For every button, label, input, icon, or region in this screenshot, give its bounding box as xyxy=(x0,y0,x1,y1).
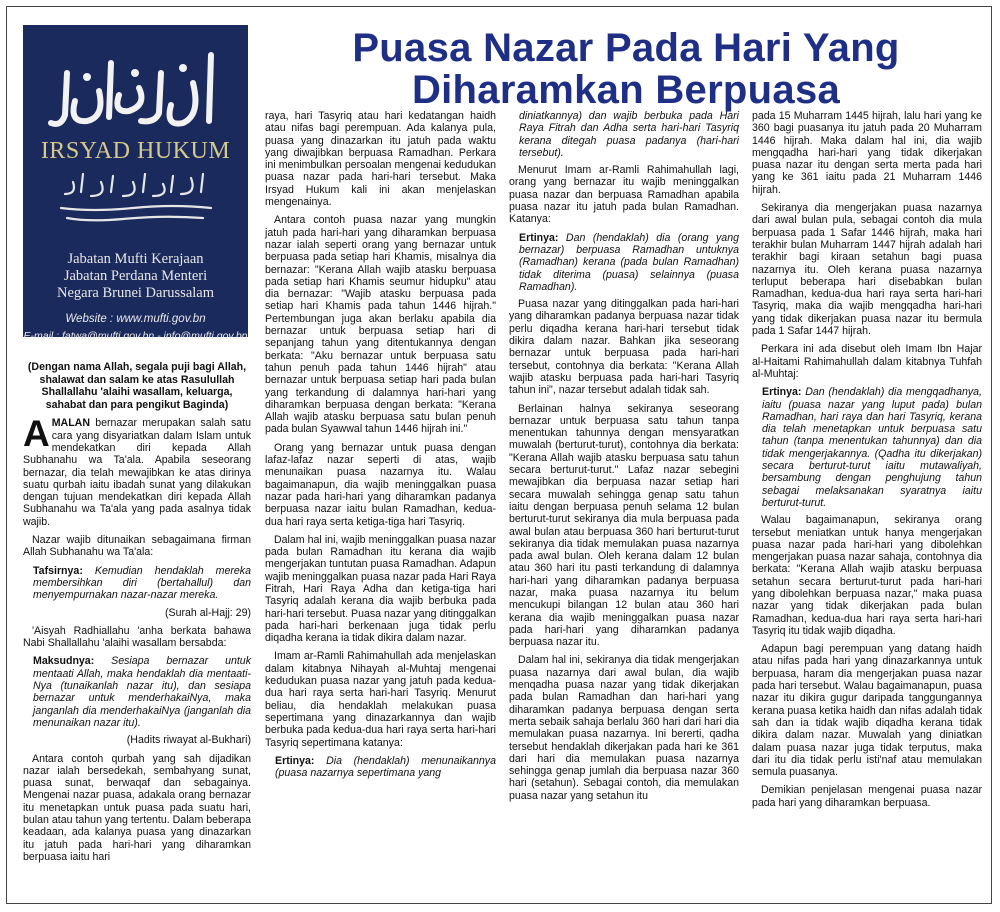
quote-label: Ertinya: xyxy=(519,231,559,244)
quote-text: Kemudian hendaklah mereka membersihkan diri (bertahallul) dan menyempurnakan nazar-nazar mereka. xyxy=(33,564,251,602)
arabic-subtitle-icon xyxy=(53,168,218,228)
article-column-2 xyxy=(265,110,496,784)
irsyad-hukum-logo xyxy=(23,25,248,342)
paragraph: Menurut Imam ar-Ramli Rahimahullah lagi, orang yang bernazar itu wajib meninggalkan puasa nazar dan berpuasa Ramadhan apabila puasa nazar itu jatuh pada bulan Ramadhan. Katanya: xyxy=(509,164,739,226)
quote-label: Tafsirnya: xyxy=(33,564,83,577)
org-line-1: Jabatan Mufti Kerajaan xyxy=(67,251,204,267)
paragraph: 'Aisyah Radhiallahu 'anha berkata bahawa Nabi Shallallahu 'alaihi wasallam bersabda: xyxy=(23,624,251,650)
paragraph: Perkara ini ada disebut oleh Imam Ibn Hajar al-Haitami Rahimahullah dalam kitabnya Tuhfah al-Muhtaj: xyxy=(752,343,982,380)
paragraph: Dalam hal ini, sekiranya dia tidak mengerjakan puasa nazarnya dari awal bulan, dia wajib menqadha puasa nazar yang tidak dikerjakan pada bulan Ramadhan dan hari-hari yang diharamkan padanya berpuasa dengan serta merta sebaik sahaja berlalu 360 hari dari hari dia memulakan puasa nazarnya. Ini bererti, qadha tersebut hendaklah dikerjakan pada hari ke 361 dari hari dia memulakan puasa nazarnya sehingga genap jumlah dia berpuasa nazar 360 hari (setahun). Sebagai contoh, dia memulakan puasa nazar yang setahun itu xyxy=(509,654,739,802)
paragraph: Sekiranya dia mengerjakan puasa nazarnya dari awal bulan pula, sebagai contoh dia mula berpuasa pada 1 Safar 1446 hijrah, maka hari terakhir bulan Muharram 1447 hijrah adalah hari terakhir bagi kiraan setahun bagi puasa nazarnya itu. Oleh kerana puasa nazarnya terluput beberapa hari disebabkan bulan Ramadhan, kedua-dua hari raya serta hari-hari Tasyriq, maka dia wajib mengqadha hari-hari yang tidak dikerjakan puasa nazar itu bermula pada 1 Safar 1447 hijrah. xyxy=(752,202,982,338)
arabic-calligraphy-icon xyxy=(43,43,228,143)
paragraph: Puasa nazar yang ditinggalkan pada hari-hari yang diharamkan padanya berpuasa nazar tidak perlu diqadha kerana hari-hari tersebut tidak dikira dalam nazar. Bahkan jika seseorang bernazar untuk berpuasa pada hari-hari tersebut, contohnya dia berkata: "Kerana Allah wajib atasku berpuasa pada hari-hari Tasyriq tahun ini", nazar tersebut adalah tidak sah. xyxy=(509,298,739,397)
paragraph: raya, hari Tasyriq atau hari kedatangan haidh atau nifas bagi perempuan. Ada kalanya pula, puasa yang dinazarkan itu jatuh pada waktu yang diwajibkan berpuasa Ramadhan. Perkara ini menimbulkan persoalan mengenai kedudukan puasa nazar pada hari-hari tersebut. Maka Irsyad Hukum kali ini akan menjelaskan mengenainya. xyxy=(265,110,496,209)
paragraph: Berlainan halnya sekiranya seseorang bernazar untuk berpuasa satu tahun tanpa menentukan tahunnya dengan mensyaratkan muwalah (berturut-turut), contohnya dia berkata: "Kerana Allah wajib atasku berpuasa satu tahun secara berturut-turut." Lafaz nazar sebegini mewajibkan dia berpuasa nazar setiap hari secara muwalah sehingga genap satu tahun iaitu dengan berpuasa penuh selama 12 bulan berturut-turut sekiranya dia mula berpuasa pada awal bulan atau berpuasa 360 hari berturut-turut sekiranya dia tidak memulakan puasa nazarnya pada awal bulan. Oleh kerana dalam 12 bulan atau 360 hari itu pasti terkandung di dalamnya hari-hari yang diharamkan padanya berpuasa nazar, maka puasa nazarnya itu belum mencukupi bilangan 12 bulan atau 360 hari kerana dia wajib meninggalkan puasa nazar pada hari-hari yang diharamkan padanya berpuasa nazar itu. xyxy=(509,402,739,649)
quote-text: Dia (hendaklah) menunaikannya (puasa nazarnya sepertimana yang xyxy=(275,754,496,780)
paragraph: Walau bagaimanapun, sekiranya orang tersebut meniatkan untuk hanya mengerjakan puasa nazar pada hari-hari yang dibolehkan mengerjakan puasa nazar sahaja, contohnya dia berkata: "Kerana Allah wajib atasku berpuasa setahun secara berturut-turut pada hari-hari yang dibolehkan berpuasa nazar," maka puasa nazar yang tidak dikerjakan pada bulan Ramadhan, kedua-dua hari raya serta hari-hari Tasyriq itu tidak wajib diqadha. xyxy=(752,514,982,637)
org-line-2: Jabatan Perdana Menteri xyxy=(63,268,208,284)
quote-reference: (Surah al-Hajj: 29) xyxy=(165,606,251,619)
opening-invocation: (Dengan nama Allah, segala puji bagi Allah, shalawat dan salam ke atas Rasulullah Shallallahu 'alaihi wasallam, keluarga, sahabat dan para pengikut Baginda) xyxy=(27,361,247,411)
quote xyxy=(509,232,739,293)
paragraph: Orang yang bernazar untuk puasa dengan lafaz-lafaz nazar seperti di atas, wajib menunaikan puasa nazarnya itu. Walau bagaimanapun, dia wajib meninggalkan puasa nazar pada hari-hari yang diharamkan padanya berpuasa nazar iaitu bulan Ramadhan, kedua-dua hari raya serta ketiga-tiga hari Tasyriq. xyxy=(265,441,496,528)
paragraph: Imam ar-Ramli Rahimahullah ada menjelaskan dalam kitabnya Nihayah al-Muhtaj mengenai kedudukan puasa nazar yang jatuh pada kedua-dua hari raya serta hari-hari Tasyriq. Menurut beliau, dia hendaklah melakukan puasa sepertimana yang dinazarkannya dan wajib berbuka pada kedua-dua hari raya serta hari-hari Tasyriq sepertimana katanya: xyxy=(265,650,496,749)
quote-reference: (Hadits riwayat al-Bukhari) xyxy=(126,734,251,747)
hadith-quote xyxy=(23,655,251,729)
article-column-3 xyxy=(509,110,739,808)
article-column-4 xyxy=(752,110,982,815)
paragraph: Antara contoh puasa nazar yang mungkin jatuh pada hari-hari yang diharamkan berpuasa nazar ialah seperti orang yang bernazar untuk berpuasa pada setiap hari Khamis, misalnya dia bernazar: "Kerana Allah wajib atasku berpuasa pada setiap hari Khamis seumur hidupku" atau dia bernazar: "Wajib atasku berpuasa pada setiap hari Khamis pada tahun 1446 hijrah." Pertembungan juga akan berlaku apabila dia bernazar untuk berpuasa setiap hari di sepanjang tahun yang ditentukannya dengan berkata: "Aku bernazar untuk berpuasa satu tahun penuh pada tahun 1446 hijrah" atau bernazar untuk berpuasa setiap hari pada bulan yang terkandung di dalamnya hari-hari yang diharamkan berpuasa dengan berkata: "Kerana Allah wajib atasku berpuasa satu bulan penuh pada bulan Syawwal tahun 1446 hijrah ini." xyxy=(265,214,496,436)
quote-text: Dan (hendaklah) dia mengqadhanya, iaitu (puasa nazar yang luput pada) bulan Ramadhan, hari raya dan hari Tasyriq, kerana dia telah menetapkan untuk berpuasa satu tahun (tanpa menentukan tahunnya) dan dia tidak mengerjakannya. (Qadha itu dikerjakan) secara berturut-turut iaitu mutawaliyah, bersambung dengan penghujung tahun sebagai melaksanakan syaratnya iaitu berturut-turut. xyxy=(762,386,982,509)
quote-label: Ertinya: xyxy=(762,386,802,399)
paragraph: Dalam hal ini, wajib meninggalkan puasa nazar pada bulan Ramadhan itu kerana dia wajib mengerjakan tuntutan puasa Ramadhan. Adapun wajib meninggalkan puasa nazar pada Hari Raya Fitrah, Hari Raya Adha dan ketiga-tiga hari Tasyriq adalah kerana dia wajib berbuka pada hari-hari tersebut. Puasa nazar yang ditinggalkan pada hari-hari berkenaan juga tidak perlu diqadha kerana ia tidak dikira dalam nazar. xyxy=(265,533,496,645)
article-headline xyxy=(262,27,990,111)
quote xyxy=(265,755,496,780)
quran-quote xyxy=(23,565,251,602)
quote-label: Ertinya: xyxy=(275,754,315,767)
paragraph: Adapun bagi perempuan yang datang haidh atau nifas pada hari yang dinazarkannya untuk berpuasa, haram dia mengerjakan puasa nazar pada hari tersebut. Walau bagaimanapun, puasa nazar itu dikira gugur daripada tanggungannya kerana puasa ketika haidh dan nifas adalah tidak sah dan ia tidak wajib diqadha kerana tidak dikira dalam nazar. Muwalah yang diniatkan dalam puasa nazar juga tidak terputus, maka dari itu dia tidak perlu isti'naf atau memulakan semula puasanya. xyxy=(752,643,982,779)
headline-line-2: Diharamkan Berpuasa xyxy=(411,68,841,112)
quote xyxy=(752,386,982,509)
paragraph: pada 15 Muharram 1445 hijrah, lalu hari yang ke 360 bagi puasanya itu jatuh pada 20 Muharram 1446 hijrah. Maka dalam hal ini, dia wajib mengqadha hari-hari yang tidak dikerjakan puasa nazar itu dengan serta merta pada hari yang ke 361 iaitu pada 21 Muharram 1446 hijrah. xyxy=(752,110,982,196)
quote-text: Sesiapa bernazar untuk mentaati Allah, maka hendaklah dia mentaati-Nya (tunaikanlah nazar itu), dan sesiapa bernazar untuk menderhakaiNya, maka janganlah dia menderhakaiNya (janganlah dia menunaikan nazar itu). xyxy=(33,655,251,729)
opening-caps: MALAN xyxy=(51,417,90,430)
paragraph-opening xyxy=(23,413,251,528)
drop-cap: A xyxy=(23,413,50,455)
quote-label: Maksudnya: xyxy=(33,655,95,668)
paragraph: Nazar wajib ditunaikan sebagaimana firman Allah Subhanahu wa Ta'ala: xyxy=(23,534,251,559)
brand-title: IRSYAD HUKUM xyxy=(40,138,231,164)
opening-text: bernazar merupakan salah satu cara yang disyariatkan dalam Islam untuk mendekatkan diri kepada Allah Subhanahu wa Ta'ala. Apabila seseorang bernazar, dia telah mewajibkan ke atas dirinya suatu qurbah iaitu ibadah sunat yang dilakukan dengan tujuan mendekatkan diri kepada Allah Subhanahu wa Ta'ala yang pada asalnya tidak wajib. xyxy=(23,417,251,528)
website-link[interactable]: Website : www.mufti.gov.bn xyxy=(65,313,206,325)
paragraph: Antara contoh qurbah yang sah dijadikan nazar ialah bersedekah, sembahyang sunat, puasa sunat, berwaqaf dan sebagainya. Mengenai nazar puasa, adakala orang bernazar itu menetapkan untuk puasa pada suatu hari, bulan atau tahun yang tertentu. Dalam beberapa keadaan, ada kalanya puasa yang dinazarkan itu jatuh pada hari-hari yang diharamkan berpuasa iaitu hari xyxy=(23,752,251,863)
quote-text: Dan (hendaklah) dia (orang yang bernazar) berpuasa Ramadhan untuknya (Ramadhan) kerana (pada bulan Ramadhan) tidak diterima (puasa) selainnya (puasa Ramadhan). xyxy=(519,231,739,293)
quote-continued: diniatkannya) dan wajib berbuka pada Hari Raya Fitrah dan Adha serta hari-hari Tasyriq kerana ditegah puasa padanya (hari-hari tersebut). xyxy=(519,110,739,159)
article-column-1 xyxy=(23,361,251,869)
headline-line-1: Puasa Nazar Pada Hari Yang xyxy=(352,26,900,70)
email-contact[interactable]: E-mail : fatwa@mufti.gov.bn - info@mufti.gov.bn xyxy=(23,330,248,342)
paragraph: Demikian penjelasan mengenai puasa nazar pada hari yang diharamkan berpuasa. xyxy=(752,784,982,809)
org-line-3: Negara Brunei Darussalam xyxy=(56,285,215,301)
